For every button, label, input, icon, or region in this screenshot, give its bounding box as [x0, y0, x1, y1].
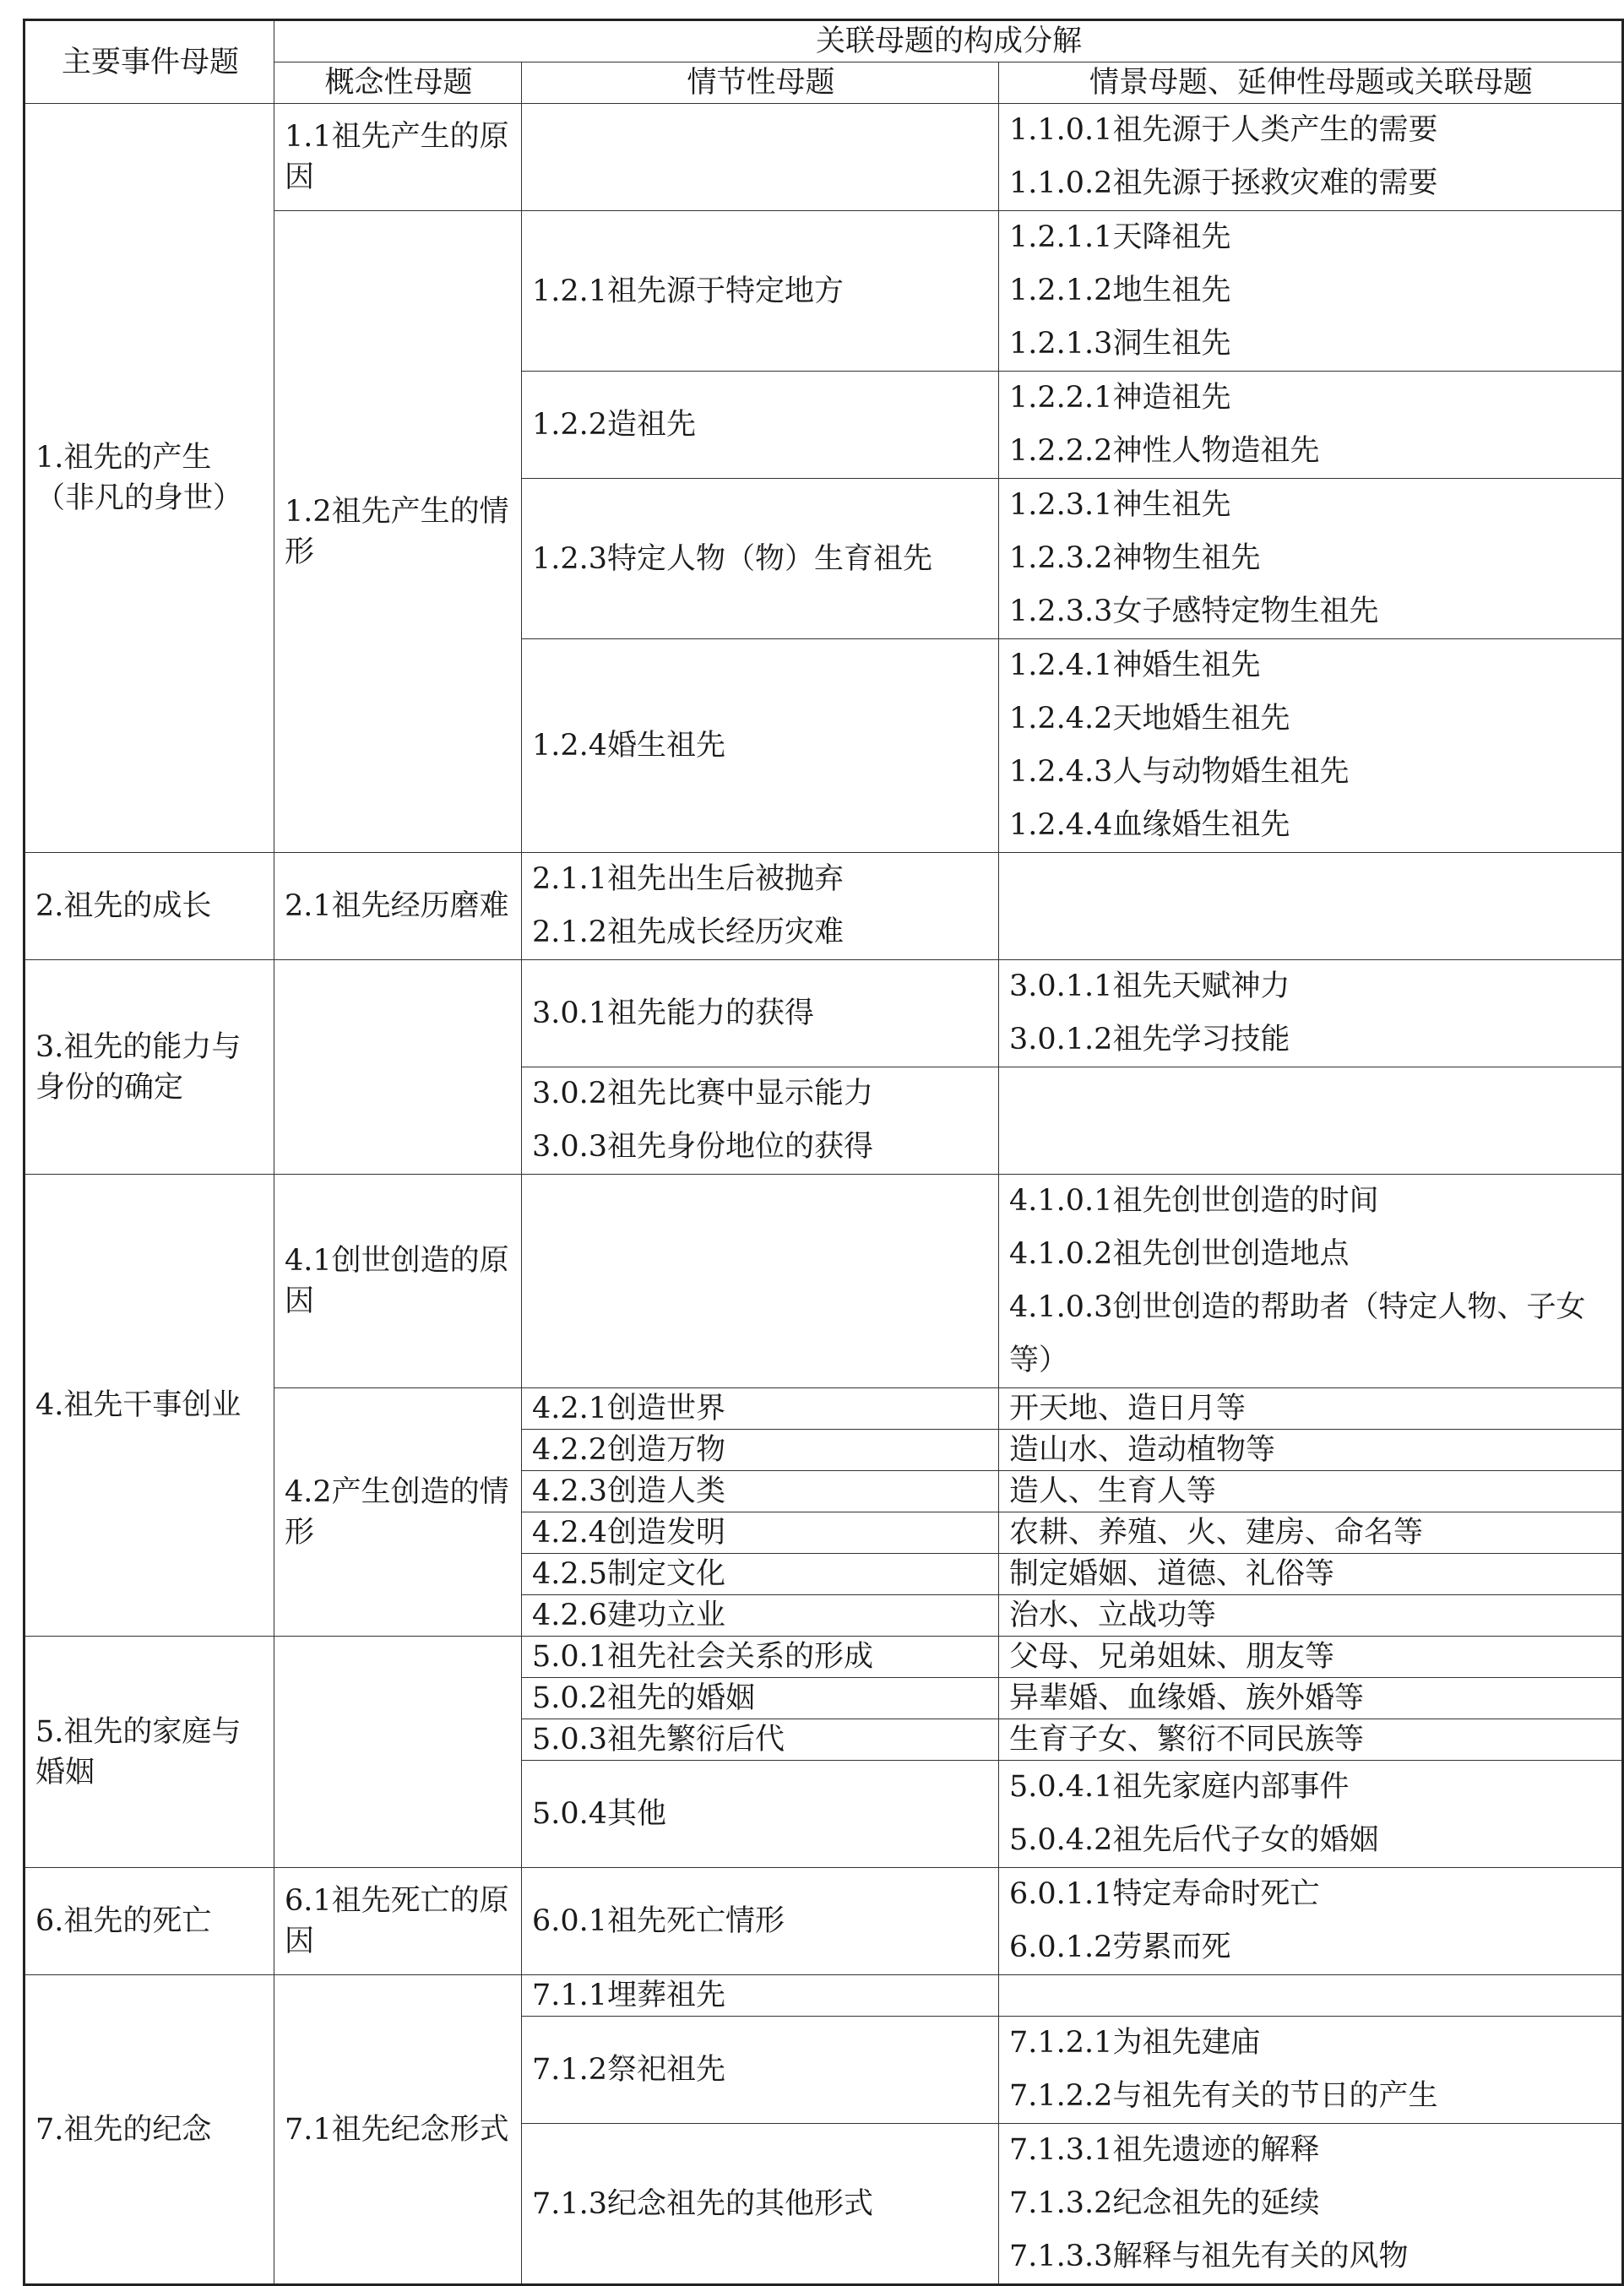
scene-cell [999, 2124, 1623, 2285]
plot-5-0-3: 5.0.3祖先繁衍后代 [522, 1719, 999, 1761]
main-motif-6: 6.祖先的死亡 [24, 1868, 274, 1975]
conceptual-1-2: 1.2祖先产生的情形 [274, 211, 522, 853]
plot-1-2-1: 1.2.1祖先源于特定地方 [522, 211, 999, 372]
scene-line: 1.2.3.1神生祖先 [1009, 488, 1231, 522]
scene-line: 1.2.2.1神造祖先 [1009, 381, 1231, 415]
plot-line: 2.1.1祖先出生后被抛弃 [532, 862, 845, 896]
header-plot: 情节性母题 [522, 62, 999, 104]
scene-line: 7.1.3.2纪念祖先的延续 [1009, 2186, 1320, 2220]
scene-cell [999, 2017, 1623, 2124]
scene-cell [999, 639, 1623, 853]
motif-table [23, 19, 1624, 2286]
scene-line: 4.1.0.2祖先创世创造地点 [1009, 1237, 1350, 1271]
conceptual-4-2: 4.2产生创造的情形 [274, 1388, 522, 1637]
plot-4-2-1: 4.2.1创造世界 [522, 1388, 999, 1430]
scene-line: 1.2.4.3人与动物婚生祖先 [1009, 755, 1350, 789]
header-decomposition: 关联母题的构成分解 [274, 20, 1623, 62]
scene-line: 4.1.0.3创世创造的帮助者（特定人物、子女等） [1009, 1290, 1586, 1377]
scene-4-2-4: 农耕、养殖、火、建房、命名等 [999, 1512, 1623, 1554]
plot-4-2-5: 4.2.5制定文化 [522, 1554, 999, 1595]
plot-cell [522, 853, 999, 960]
plot-5-0-4: 5.0.4其他 [522, 1761, 999, 1868]
scene-line: 1.2.3.2神物生祖先 [1009, 541, 1261, 575]
scene-line: 1.2.1.1天降祖先 [1009, 220, 1231, 254]
scene-4-2-6: 治水、立战功等 [999, 1595, 1623, 1637]
scene-empty [999, 853, 1623, 960]
scene-cell [999, 1175, 1623, 1388]
main-motif-2: 2.祖先的成长 [24, 853, 274, 960]
plot-7-1-2: 7.1.2祭祀祖先 [522, 2017, 999, 2124]
scene-line: 3.0.1.1祖先天赋神力 [1009, 969, 1290, 1003]
main-motif-3: 3.祖先的能力与身份的确定 [24, 960, 274, 1175]
scene-line: 6.0.1.2劳累而死 [1009, 1930, 1231, 1964]
scene-4-2-5: 制定婚姻、道德、礼俗等 [999, 1554, 1623, 1595]
scene-line: 1.2.4.4血缘婚生祖先 [1009, 808, 1290, 842]
scene-cell [999, 104, 1623, 211]
scene-line: 1.2.1.2地生祖先 [1009, 274, 1231, 307]
scene-line: 1.2.4.1神婚生祖先 [1009, 649, 1261, 682]
header-scene: 情景母题、延伸性母题或关联母题 [999, 62, 1623, 104]
scene-line: 1.1.0.1祖先源于人类产生的需要 [1009, 113, 1438, 147]
plot-1-2-2: 1.2.2造祖先 [522, 372, 999, 479]
scene-cell [999, 960, 1623, 1067]
scene-line: 7.1.2.2与祖先有关的节日的产生 [1009, 2079, 1438, 2113]
plot-1-2-3: 1.2.3特定人物（物）生育祖先 [522, 479, 999, 639]
conceptual-2-1: 2.1祖先经历磨难 [274, 853, 522, 960]
plot-4-2-4: 4.2.4创造发明 [522, 1512, 999, 1554]
plot-line: 3.0.2祖先比赛中显示能力 [532, 1077, 874, 1110]
plot-4-2-3: 4.2.3创造人类 [522, 1471, 999, 1512]
plot-line: 3.0.3祖先身份地位的获得 [532, 1130, 874, 1164]
scene-line: 6.0.1.1特定寿命时死亡 [1009, 1877, 1320, 1911]
plot-3-0-1: 3.0.1祖先能力的获得 [522, 960, 999, 1067]
plot-6-0-1: 6.0.1祖先死亡情形 [522, 1868, 999, 1975]
scene-5-0-2: 异辈婚、血缘婚、族外婚等 [999, 1678, 1623, 1719]
scene-4-2-3: 造人、生育人等 [999, 1471, 1623, 1512]
main-motif-1: 1.祖先的产生（非凡的身世） [24, 104, 274, 853]
scene-line: 7.1.2.1为祖先建庙 [1009, 2026, 1261, 2060]
scene-line: 1.1.0.2祖先源于拯救灾难的需要 [1009, 166, 1438, 200]
scene-cell [999, 479, 1623, 639]
plot-4-2-2: 4.2.2创造万物 [522, 1430, 999, 1471]
conceptual-6-1: 6.1祖先死亡的原因 [274, 1868, 522, 1975]
plot-empty [522, 104, 999, 211]
plot-4-2-6: 4.2.6建功立业 [522, 1595, 999, 1637]
scene-5-0-3: 生育子女、繁衍不同民族等 [999, 1719, 1623, 1761]
scene-line: 1.2.4.2天地婚生祖先 [1009, 702, 1290, 736]
plot-5-0-1: 5.0.1祖先社会关系的形成 [522, 1637, 999, 1678]
main-motif-7: 7.祖先的纪念 [24, 1975, 274, 2285]
scene-4-2-2: 造山水、造动植物等 [999, 1430, 1623, 1471]
plot-line: 2.1.2祖先成长经历灾难 [532, 915, 845, 949]
scene-empty [999, 1067, 1623, 1175]
scene-line: 4.1.0.1祖先创世创造的时间 [1009, 1184, 1379, 1218]
plot-1-2-4: 1.2.4婚生祖先 [522, 639, 999, 853]
main-motif-5: 5.祖先的家庭与婚姻 [24, 1637, 274, 1868]
scene-line: 7.1.3.3解释与祖先有关的风物 [1009, 2240, 1409, 2273]
scene-empty [999, 1975, 1623, 2017]
scene-line: 5.0.4.2祖先后代子女的婚姻 [1009, 1823, 1379, 1857]
plot-7-1-1: 7.1.1埋葬祖先 [522, 1975, 999, 2017]
scene-line: 3.0.1.2祖先学习技能 [1009, 1023, 1290, 1056]
scene-line: 1.2.3.3女子感特定物生祖先 [1009, 595, 1379, 628]
header-main: 主要事件母题 [24, 20, 274, 104]
scene-line: 5.0.4.1祖先家庭内部事件 [1009, 1770, 1350, 1804]
conceptual-4-1: 4.1创世创造的原因 [274, 1175, 522, 1388]
scene-line: 7.1.3.1祖先遗迹的解释 [1009, 2133, 1320, 2167]
scene-line: 1.2.1.3洞生祖先 [1009, 327, 1231, 361]
scene-cell [999, 1761, 1623, 1868]
scene-5-0-1: 父母、兄弟姐妹、朋友等 [999, 1637, 1623, 1678]
scene-4-2-1: 开天地、造日月等 [999, 1388, 1623, 1430]
conceptual-empty [274, 960, 522, 1175]
plot-empty [522, 1175, 999, 1388]
scene-line: 1.2.2.2神性人物造祖先 [1009, 434, 1320, 468]
conceptual-1-1: 1.1祖先产生的原因 [274, 104, 522, 211]
plot-7-1-3: 7.1.3纪念祖先的其他形式 [522, 2124, 999, 2285]
scene-cell [999, 372, 1623, 479]
conceptual-empty [274, 1637, 522, 1868]
scene-cell [999, 211, 1623, 372]
plot-cell [522, 1067, 999, 1175]
conceptual-7-1: 7.1祖先纪念形式 [274, 1975, 522, 2285]
main-motif-4: 4.祖先干事创业 [24, 1175, 274, 1637]
plot-5-0-2: 5.0.2祖先的婚姻 [522, 1678, 999, 1719]
header-conceptual: 概念性母题 [274, 62, 522, 104]
scene-cell [999, 1868, 1623, 1975]
